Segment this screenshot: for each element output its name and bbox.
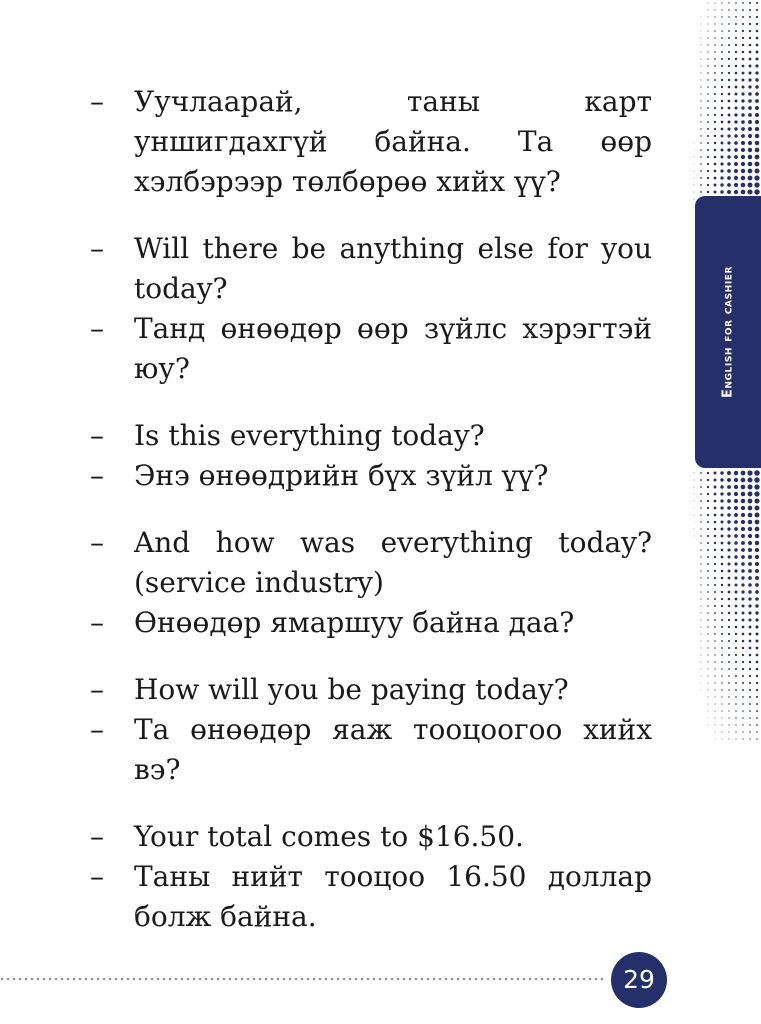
page-number-badge xyxy=(611,952,667,1008)
bullet-dash: – xyxy=(90,673,104,706)
chapter-side-tab xyxy=(695,196,761,468)
halftone-pattern-top xyxy=(691,0,761,200)
phrase-text: Энэ өнөөдрийн бүх зүйл үү? xyxy=(134,459,549,492)
bullet-dash: – xyxy=(90,85,104,118)
phrase-text: Уучлаарай, таны карт уншигдахгүй байна. Та өөр хэлбэрээр төлбөрөө хийх үү? xyxy=(134,85,652,198)
chapter-side-tab-label: English for cashier xyxy=(720,265,736,399)
phrase-line xyxy=(90,817,652,857)
bullet-dash: – xyxy=(90,713,104,746)
phrase-group xyxy=(90,817,652,937)
bullet-dash: – xyxy=(90,606,104,639)
phrase-line xyxy=(90,416,652,456)
phrase-text: Таны нийт тооцоо 16.50 доллар болж байна. xyxy=(134,860,652,933)
phrase-group xyxy=(90,523,652,643)
phrase-text: And how was everything today? (service industry) xyxy=(134,526,652,599)
bullet-dash: – xyxy=(90,312,104,345)
phrase-line xyxy=(90,710,652,790)
phrase-text: How will you be paying today? xyxy=(134,673,569,706)
phrase-text: Өнөөдөр ямаршуу байна даа? xyxy=(134,606,575,639)
phrase-line xyxy=(90,857,652,937)
phrase-line xyxy=(90,523,652,603)
phrase-list xyxy=(90,82,652,964)
phrase-text: Your total comes to $16.50. xyxy=(134,820,524,853)
phrase-line xyxy=(90,229,652,309)
phrase-group xyxy=(90,82,652,202)
bullet-dash: – xyxy=(90,232,104,265)
page-number: 29 xyxy=(623,965,655,994)
phrase-text: Is this everything today? xyxy=(134,419,485,452)
phrase-line xyxy=(90,82,652,202)
phrase-group xyxy=(90,416,652,496)
footer-dotted-rule xyxy=(0,976,612,982)
phrase-line xyxy=(90,603,652,643)
halftone-pattern-bottom xyxy=(691,470,761,740)
bullet-dash: – xyxy=(90,526,104,559)
phrase-text: Танд өнөөдөр өөр зүйлс хэрэгтэй юу? xyxy=(134,312,652,385)
phrase-text: Та өнөөдөр яаж тооцоогоо хийх вэ? xyxy=(134,713,652,786)
phrase-line xyxy=(90,670,652,710)
bullet-dash: – xyxy=(90,860,104,893)
phrase-group xyxy=(90,229,652,389)
bullet-dash: – xyxy=(90,459,104,492)
bullet-dash: – xyxy=(90,419,104,452)
phrase-line xyxy=(90,456,652,496)
halftone-decoration-top xyxy=(691,0,761,200)
phrase-group xyxy=(90,670,652,790)
phrase-text: Will there be anything else for you today? xyxy=(134,232,652,305)
bullet-dash: – xyxy=(90,820,104,853)
phrase-line xyxy=(90,309,652,389)
halftone-decoration-bottom xyxy=(691,470,761,740)
